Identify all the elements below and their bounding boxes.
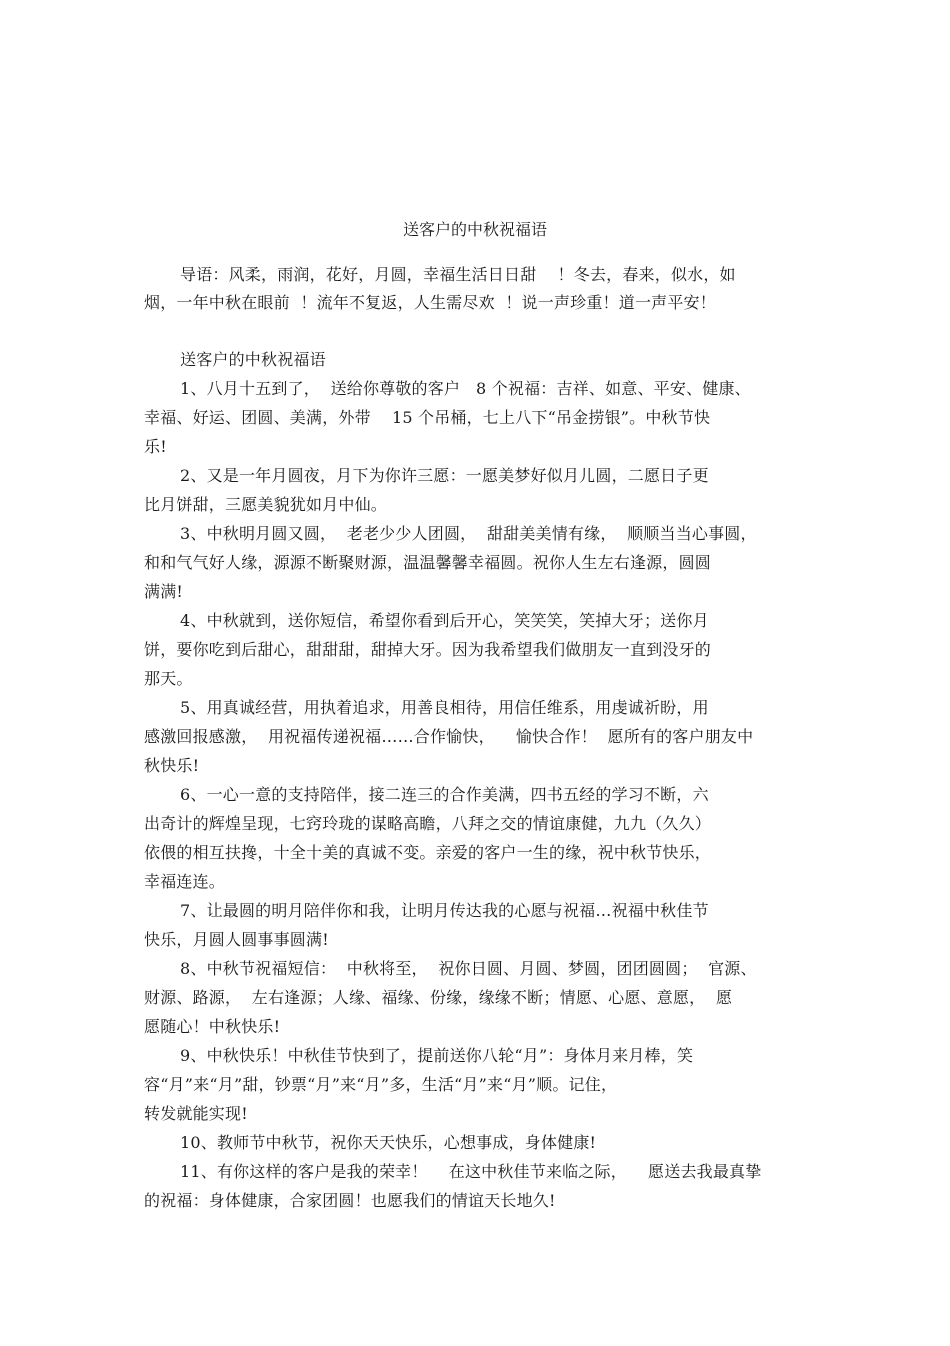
item-line: 6、一心一意的支持陪伴，接二连三的合作美满，四书五经的学习不断，六 [180, 785, 709, 804]
item-line: 财源、路源， 左右逢源；人缘、福缘、份缘，缘缘不断；情愿、心愿、意愿， 愿 [144, 988, 733, 1007]
item-line: 愿随心！中秋快乐! [144, 1017, 281, 1036]
item-line: 10、教师节中秋节，祝你天天快乐，心想事成，身体健康! [180, 1133, 597, 1152]
item-line: 幸福、好运、团圆、美满，外带 15 个吊桶，七上八下“吊金捞银”。中秋节快 [144, 408, 711, 427]
item-line: 乐! [144, 437, 167, 456]
item-line: 比月饼甜，三愿美貌犹如月中仙。 [144, 495, 388, 514]
item-line: 那天。 [144, 669, 193, 688]
intro-line: 烟，一年中秋在眼前 ！流年不复返，人生需尽欢 ！说一声珍重！道一声平安！ [144, 293, 716, 312]
item-line: 的祝福：身体健康，合家团圆！也愿我们的情谊天长地久! [144, 1191, 556, 1210]
item-line: 秋快乐! [144, 756, 200, 775]
item-line: 饼，要你吃到后甜心，甜甜甜，甜掉大牙。因为我希望我们做朋友一直到没牙的 [144, 640, 712, 659]
item-line: 2、又是一年月圆夜，月下为你许三愿：一愿美梦好似月儿圆，二愿日子更 [180, 466, 709, 485]
item-line: 容“月”来“月”甜，钞票“月”来“月”多，生活“月”来“月”顺。记住， [144, 1075, 618, 1094]
item-line: 依偎的相互扶搀，十全十美的真诚不变。亲爱的客户一生的缘，祝中秋节快乐， [144, 843, 712, 862]
item-line: 转发就能实现! [144, 1104, 248, 1123]
item-line: 3、中秋明月圆又圆， 老老少少人团圆， 甜甜美美情有缘， 顺顺当当心事圆， [180, 524, 757, 543]
item-line: 1、八月十五到了， 送给你尊敬的客户 8 个祝福：吉祥、如意、平安、健康、 [180, 379, 751, 398]
item-line: 8、中秋节祝福短信： 中秋将至， 祝你日圆、月圆、梦圆，团团圆圆； 官源、 [180, 959, 757, 978]
document-title: 送客户的中秋祝福语 [402, 220, 547, 239]
item-line: 快乐，月圆人圆事事圆满! [144, 930, 329, 949]
item-line: 感激回报感激， 用祝福传递祝福……合作愉快， 愉快合作！ 愿所有的客户朋友中 [144, 727, 754, 746]
item-line: 11、有你这样的客户是我的荣幸！ 在这中秋佳节来临之际， 愿送去我最真挚 [180, 1162, 762, 1181]
item-line: 和和气气好人缘，源源不断聚财源，温温馨馨幸福圆。祝你人生左右逢源，圆圆 [144, 553, 712, 572]
item-line: 4、中秋就到，送你短信，希望你看到后开心，笑笑笑，笑掉大牙；送你月 [180, 611, 709, 630]
section-heading: 送客户的中秋祝福语 [180, 350, 326, 369]
item-line: 满满! [144, 582, 184, 601]
intro-line: 导语：风柔，雨润，花好，月圆，幸福生活日日甜 ！冬去，春来，似水，如 [180, 265, 736, 284]
item-line: 幸福连连。 [144, 872, 226, 891]
item-line: 出奇计的辉煌呈现，七窍玲珑的谋略高瞻，八拜之交的情谊康健，九九（久久） [144, 814, 712, 833]
item-line: 7、让最圆的明月陪伴你和我，让明月传达我的心愿与祝福…祝福中秋佳节 [180, 901, 709, 920]
item-line: 9、中秋快乐！中秋佳节快到了，提前送你八轮“月”：身体月来月棒，笑 [180, 1046, 694, 1065]
item-line: 5、用真诚经营，用执着追求，用善良相待，用信任维系，用虔诚祈盼，用 [180, 698, 709, 717]
